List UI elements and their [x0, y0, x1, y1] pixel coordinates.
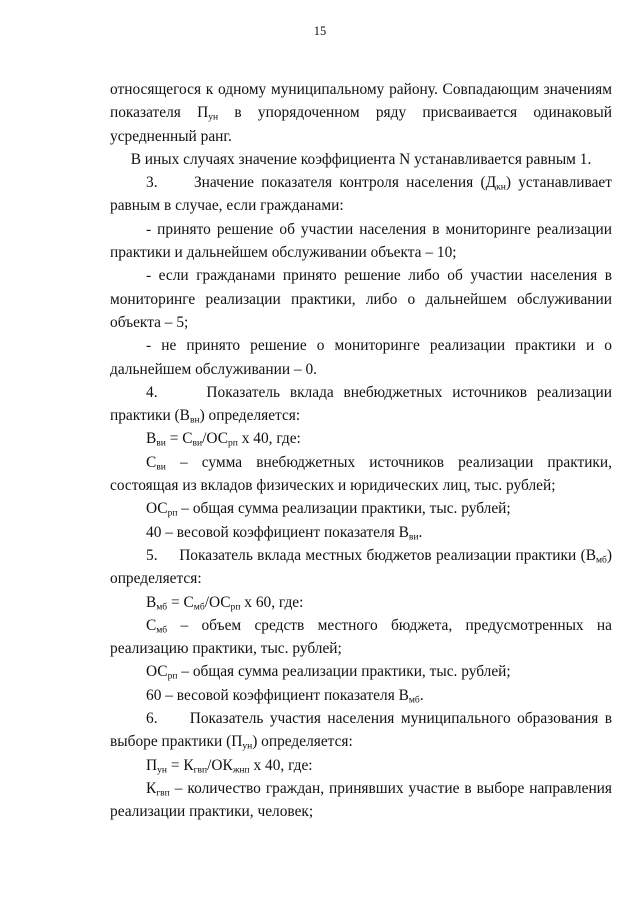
text-run: 4. Показатель вклада внебюджетных источников реализации практики (В	[110, 383, 612, 425]
subscript: мб	[408, 694, 420, 706]
text-run: 5. Показатель вклада местных бюджетов реализации практики (В	[146, 546, 596, 564]
subscript: ун	[157, 763, 167, 775]
subscript: ви	[408, 531, 419, 543]
text-run: - если гражданами принято решение либо об участии населения в мониторинге реализации практики, либо о дальнейшем обслуживании объекта – 5;	[110, 267, 612, 331]
text-run: в упорядоченном ряду присваивается одинаковый усредненный ранг.	[110, 104, 612, 145]
text-run: В	[146, 593, 157, 611]
subscript: гвп	[156, 787, 170, 799]
paragraph	[110, 264, 612, 334]
text-run: – общая сумма реализации практики, тыс. рублей;	[177, 500, 511, 518]
paragraph	[110, 148, 612, 171]
paragraph	[110, 218, 612, 265]
text-run: К	[146, 779, 157, 797]
paragraph	[110, 451, 612, 498]
text-run: С	[146, 616, 157, 634]
text-run: = С	[165, 430, 193, 448]
document-body	[110, 78, 612, 824]
text-run: С	[146, 453, 157, 471]
text-run: относящегося к одному муниципальному району. Совпадающим значениям показателя П	[110, 81, 612, 122]
paragraph	[110, 171, 612, 218]
paragraph	[110, 707, 612, 754]
subscript: рп	[167, 507, 178, 519]
paragraph	[110, 754, 612, 777]
text-run: х 60, где:	[240, 593, 304, 611]
text-run: П	[146, 756, 158, 774]
text-run: /ОС	[202, 430, 228, 448]
subscript: гвп	[193, 763, 208, 775]
paragraph	[110, 660, 612, 683]
text-run: х 40, где:	[237, 430, 301, 448]
subscript: ви	[192, 437, 203, 449]
text-run: ОС	[146, 663, 168, 681]
text-run: ) определяется:	[199, 407, 301, 425]
text-run: 60 – весовой коэффициент показателя В	[146, 686, 409, 704]
paragraph	[110, 381, 612, 428]
text-run: - принято решение об участии населения в мониторинге реализации практики и дальнейшем обслуживании объекта – 10;	[110, 220, 612, 262]
paragraph	[110, 497, 612, 520]
paragraph	[110, 334, 612, 381]
text-run: ОС	[146, 500, 168, 518]
text-run: В	[146, 430, 157, 448]
subscript: рп	[230, 600, 241, 612]
paragraph	[110, 777, 612, 824]
paragraph	[110, 614, 612, 661]
subscript: ун	[242, 740, 253, 752]
text-run: 6. Показатель участия населения муниципального образования в выборе практики (П	[110, 710, 612, 751]
paragraph	[110, 78, 612, 148]
text-run: .	[419, 686, 424, 704]
text-run: - не принято решение о мониторинге реализации практики и о дальнейшем обслуживании – 0.	[110, 337, 612, 378]
text-run: – количество граждан, принявших участие в выборе направления реализации практики, человек;	[110, 779, 612, 821]
subscript: мб	[156, 624, 168, 636]
text-run: .	[418, 523, 423, 541]
text-run: ) определяется:	[110, 546, 612, 588]
subscript: рп	[167, 670, 178, 682]
text-run: /ОС	[204, 593, 231, 611]
subscript: жнп	[232, 763, 250, 775]
paragraph	[110, 427, 612, 450]
subscript: мб	[193, 600, 205, 612]
text-run: х 40, где:	[249, 756, 313, 774]
text-run: 3. Значение показателя контроля населения (Д	[146, 174, 497, 192]
text-run: = К	[167, 756, 194, 774]
text-run: – общая сумма реализации практики, тыс. рублей;	[177, 663, 511, 681]
subscript: ви	[156, 437, 166, 449]
subscript: кн	[496, 181, 506, 193]
text-run: – сумма внебюджетных источников реализации практики, состоящая из вкладов физических и юридических лиц, тыс. рублей;	[110, 453, 612, 495]
subscript: мб	[595, 554, 607, 566]
paragraph	[110, 544, 612, 591]
subscript: мб	[156, 600, 168, 612]
text-run: – объем средств местного бюджета, предусмотренных на реализацию практики, тыс. рублей;	[110, 616, 612, 658]
text-run: ) устанавливает равным в случае, если гражданами:	[110, 174, 612, 215]
text-run: /ОК	[207, 756, 233, 774]
subscript: вн	[189, 414, 200, 426]
text-run: В иных случаях значение коэффициента N устанавливается равным 1.	[130, 150, 592, 168]
paragraph	[110, 521, 612, 544]
paragraph	[110, 591, 612, 614]
page-number: 15	[313, 24, 327, 38]
subscript: ви	[156, 461, 166, 473]
text-run: ) определяется:	[252, 733, 353, 751]
subscript: ун	[208, 111, 219, 123]
text-run: = С	[167, 593, 194, 611]
subscript: рп	[227, 437, 238, 449]
paragraph	[110, 684, 612, 707]
text-run: 40 – весовой коэффициент показателя В	[146, 523, 409, 541]
